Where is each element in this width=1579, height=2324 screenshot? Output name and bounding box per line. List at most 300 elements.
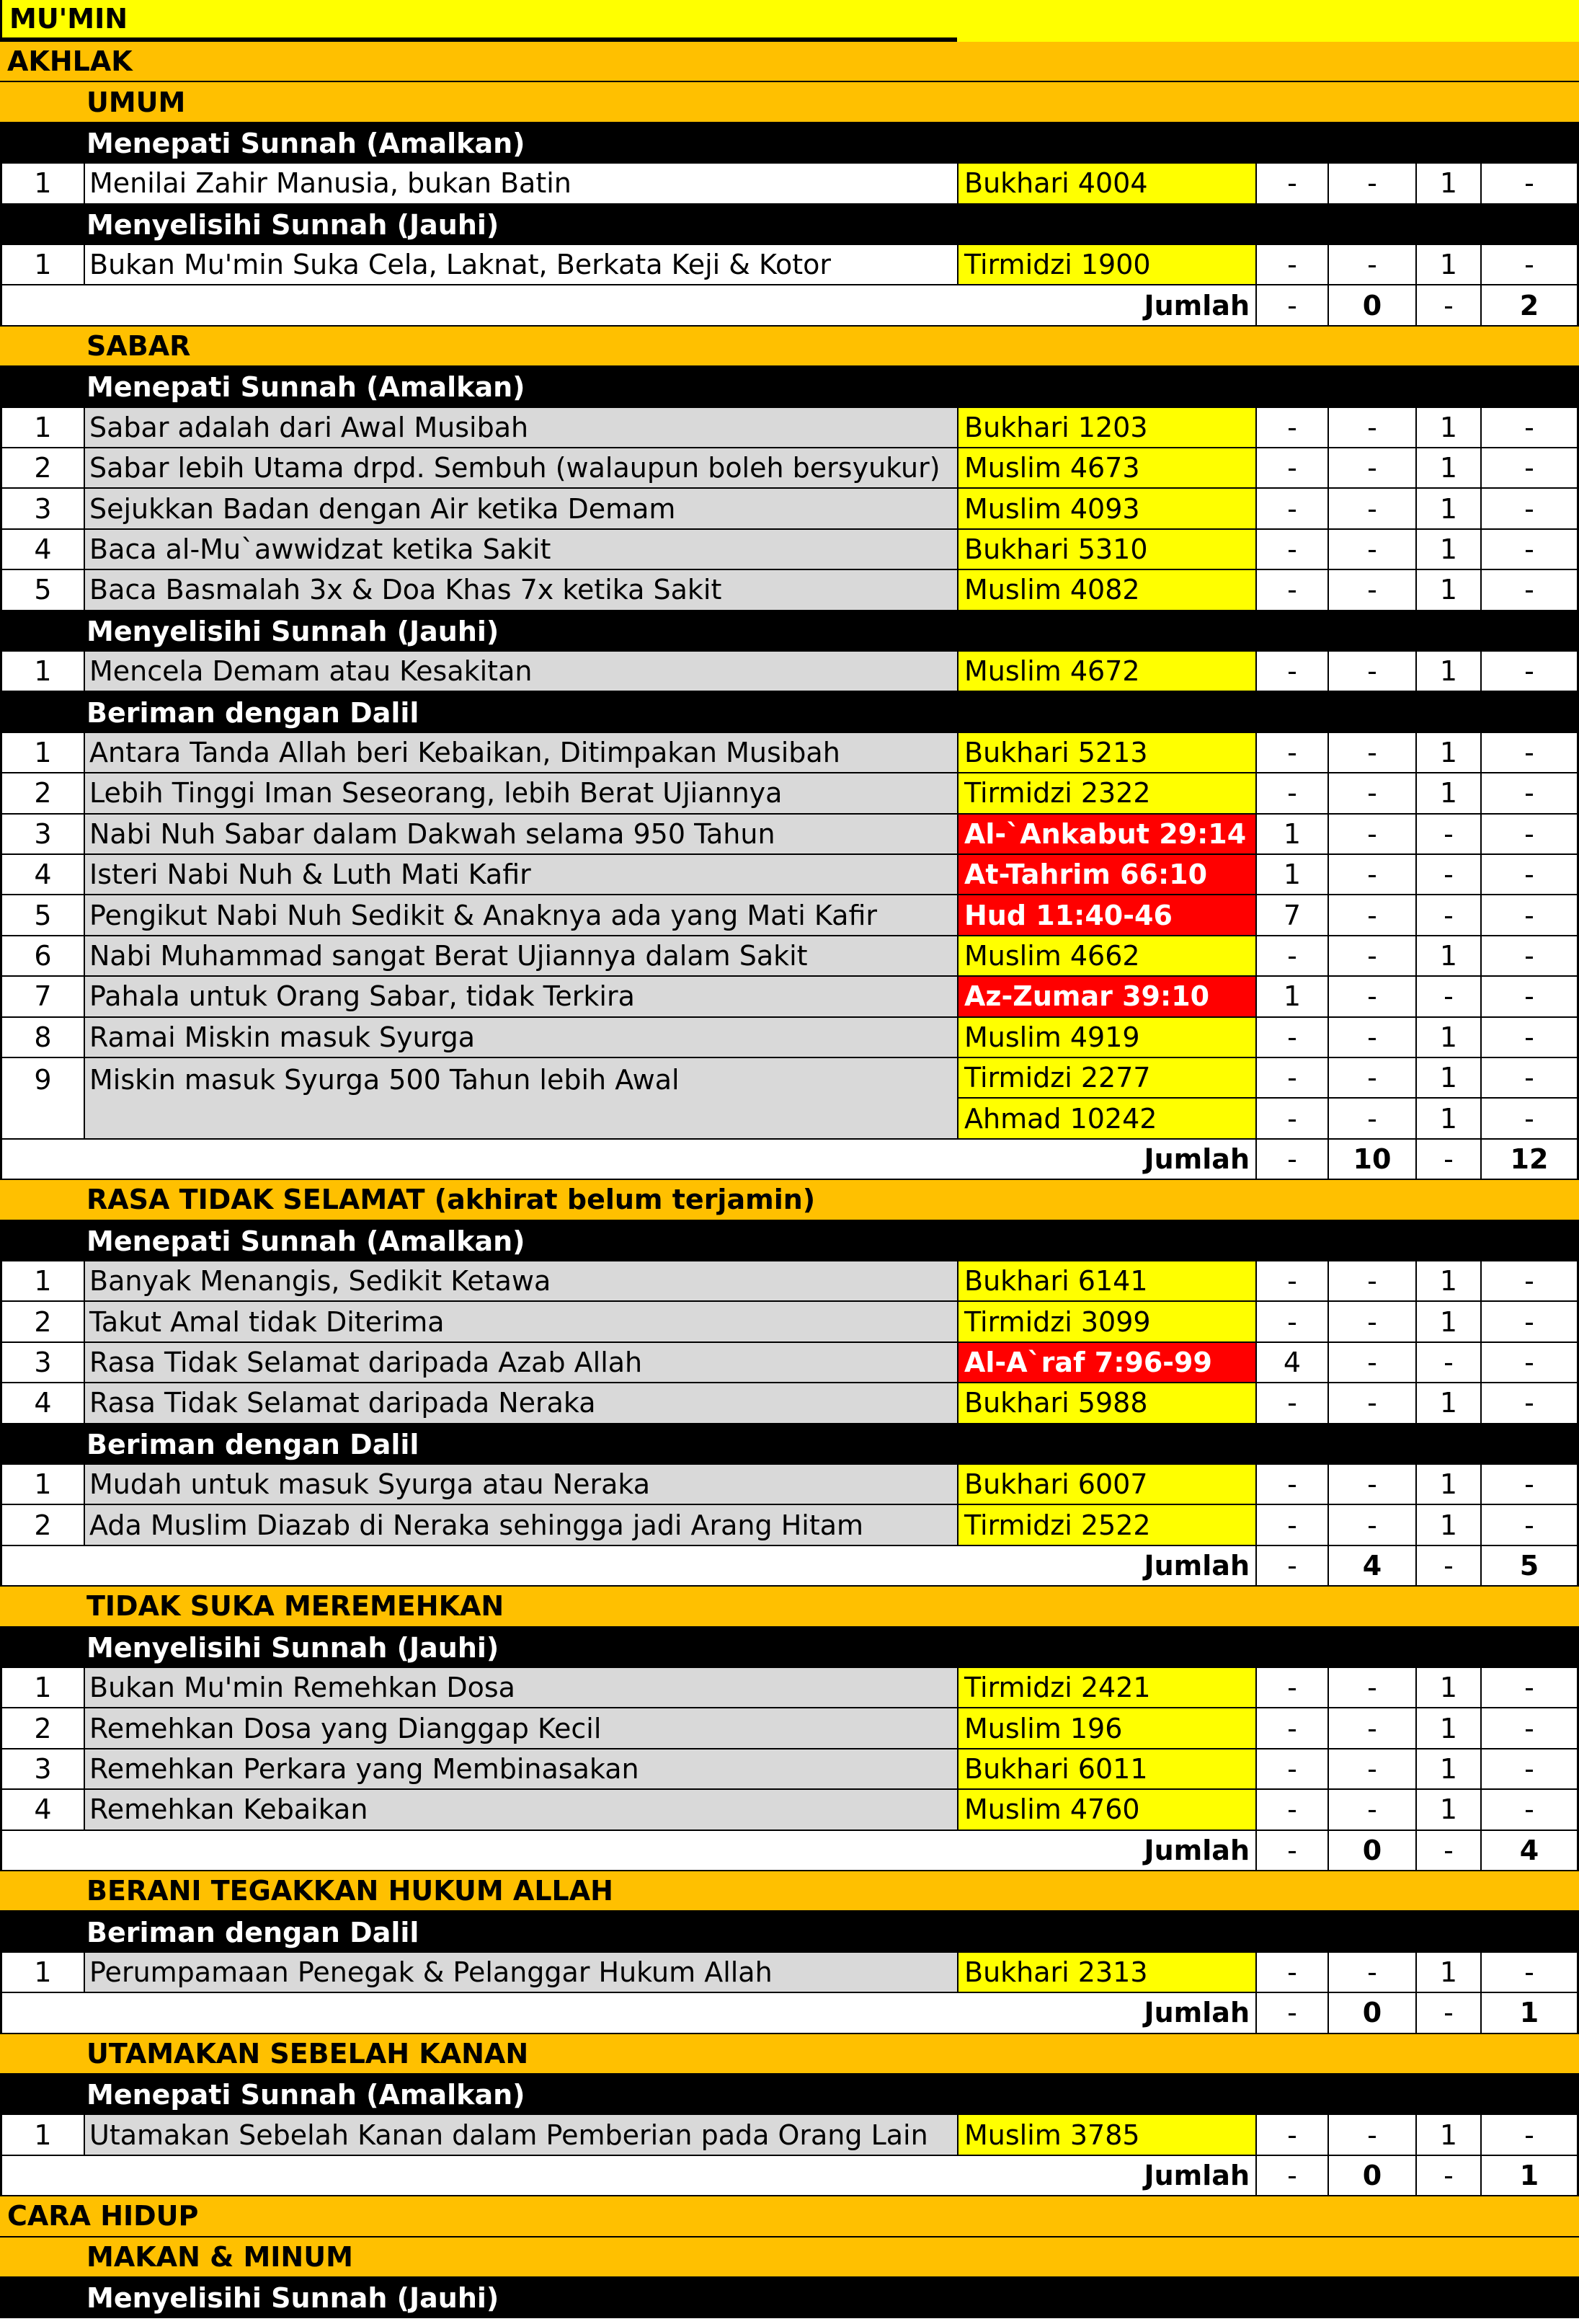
count-cell-3[interactable]: 1 xyxy=(1415,2115,1480,2155)
table-row xyxy=(0,652,1579,692)
item-text[interactable]: Ramai Miskin masuk Syurga xyxy=(84,1018,957,1058)
item-text[interactable]: Remehkan Perkara yang Membinasakan xyxy=(84,1749,957,1790)
count-cell-4[interactable]: - xyxy=(1480,652,1579,692)
total-count-2[interactable]: 0 xyxy=(1327,2156,1415,2196)
total-count-2[interactable]: 0 xyxy=(1327,1993,1415,2034)
group-row xyxy=(0,1424,1579,1465)
total-label[interactable]: Jumlah xyxy=(957,1831,1255,1871)
subsection-row xyxy=(0,1871,1579,1912)
reference-cell[interactable]: Tirmidzi 1900 xyxy=(957,245,1255,285)
item-number[interactable]: 3 xyxy=(0,1749,84,1790)
count-cell-3[interactable]: 1 xyxy=(1415,1302,1480,1342)
item-number[interactable]: 5 xyxy=(0,570,84,611)
table-row xyxy=(0,1790,1579,1830)
count-cell-4[interactable]: - xyxy=(1480,855,1579,895)
item-number[interactable]: 5 xyxy=(0,895,84,936)
total-count-4[interactable]: 1 xyxy=(1480,1993,1579,2034)
count-cell-2[interactable]: - xyxy=(1327,1343,1415,1383)
group-header[interactable]: Menepati Sunnah (Amalkan) xyxy=(86,127,525,159)
item-number[interactable]: 6 xyxy=(0,936,84,977)
reference-cell[interactable]: Muslim 4093 xyxy=(957,489,1255,529)
count-cell-1[interactable]: - xyxy=(1255,1708,1327,1749)
count-cell-1[interactable]: - xyxy=(1255,489,1327,529)
group-header[interactable]: Menyelisihi Sunnah (Jauhi) xyxy=(86,1631,499,1664)
table-row xyxy=(0,489,1579,529)
total-count-2[interactable]: 0 xyxy=(1327,285,1415,326)
item-text[interactable]: Mencela Demam atau Kesakitan xyxy=(84,652,957,692)
item-text[interactable]: Nabi Nuh Sabar dalam Dakwah selama 950 Tahun xyxy=(84,815,957,855)
count-cell-3[interactable]: 1 xyxy=(1415,408,1480,448)
reference-cell[interactable]: Bukhari 1203 xyxy=(957,408,1255,448)
reference-cell[interactable]: Az-Zumar 39:10 xyxy=(957,977,1255,1017)
table-row xyxy=(0,164,1579,204)
count-cell-2[interactable]: - xyxy=(1327,2115,1415,2155)
item-number[interactable]: 3 xyxy=(0,1343,84,1383)
item-number[interactable]: 2 xyxy=(0,1708,84,1749)
total-count-1[interactable]: - xyxy=(1255,1993,1327,2034)
table-row xyxy=(0,977,1579,1017)
count-cell-3[interactable]: - xyxy=(1415,1343,1480,1383)
group-row xyxy=(0,2075,1579,2115)
group-header[interactable]: Menyelisihi Sunnah (Jauhi) xyxy=(86,208,499,241)
subsection-row xyxy=(0,327,1579,367)
item-text[interactable]: Lebih Tinggi Iman Seseorang, lebih Berat Ujiannya xyxy=(84,773,957,814)
count-cell-4[interactable]: - xyxy=(1480,1302,1579,1342)
total-count-3[interactable]: - xyxy=(1415,1831,1480,1871)
section-header[interactable]: CARA HIDUP xyxy=(7,2200,199,2232)
reference-cell[interactable]: Tirmidzi 2421 xyxy=(957,1668,1255,1708)
section-header[interactable]: AKHLAK xyxy=(7,45,133,78)
count-cell-4[interactable]: - xyxy=(1480,936,1579,977)
count-cell-1[interactable]: - xyxy=(1255,1505,1327,1545)
item-number[interactable]: 3 xyxy=(0,489,84,529)
item-text[interactable]: Pengikut Nabi Nuh Sedikit & Anaknya ada yang Mati Kafir xyxy=(84,895,957,936)
item-number[interactable]: 7 xyxy=(0,977,84,1017)
subsection-header[interactable]: SABAR xyxy=(86,329,191,362)
count-cell-4[interactable]: - xyxy=(1480,1953,1579,1993)
count-cell-2[interactable]: - xyxy=(1327,733,1415,773)
count-cell-2[interactable]: - xyxy=(1327,1505,1415,1545)
total-count-1[interactable]: - xyxy=(1255,285,1327,326)
group-row xyxy=(0,1912,1579,1952)
total-count-1[interactable]: - xyxy=(1255,1140,1327,1180)
count-cell-2[interactable]: - xyxy=(1327,1018,1415,1058)
reference-cell[interactable]: Tirmidzi 3099 xyxy=(957,1302,1255,1342)
subsection-header[interactable]: UTAMAKAN SEBELAH KANAN xyxy=(86,2037,529,2070)
total-count-4[interactable]: 4 xyxy=(1480,1831,1579,1871)
count-cell-1[interactable]: - xyxy=(1255,448,1327,489)
reference-cell[interactable]: Bukhari 6007 xyxy=(957,1465,1255,1505)
group-header[interactable]: Beriman dengan Dalil xyxy=(86,1428,419,1460)
count-cell-2[interactable]: - xyxy=(1327,1465,1415,1505)
count-cell-1[interactable]: - xyxy=(1255,733,1327,773)
count-cell-2[interactable]: - xyxy=(1327,895,1415,936)
table-row xyxy=(0,570,1579,611)
table-row xyxy=(0,1708,1579,1749)
group-row xyxy=(0,123,1579,164)
total-label[interactable]: Jumlah xyxy=(957,1140,1255,1180)
count-cell-2[interactable]: - xyxy=(1327,245,1415,285)
item-number[interactable]: 1 xyxy=(0,408,84,448)
count-cell-3[interactable]: 1 xyxy=(1415,1261,1480,1302)
reference-cell[interactable]: Bukhari 5213 xyxy=(957,733,1255,773)
group-header[interactable]: Menepati Sunnah (Amalkan) xyxy=(86,1225,525,1257)
reference-cell[interactable]: Muslim 4662 xyxy=(957,936,1255,977)
group-header[interactable]: Beriman dengan Dalil xyxy=(86,1916,419,1948)
count-cell-4[interactable]: - xyxy=(1480,570,1579,611)
count-cell-3[interactable]: 1 xyxy=(1415,936,1480,977)
count-cell-1[interactable]: - xyxy=(1255,408,1327,448)
item-text[interactable]: Takut Amal tidak Diterima xyxy=(84,1302,957,1342)
subsection-row xyxy=(0,1587,1579,1627)
group-row xyxy=(0,205,1579,245)
count-cell-2[interactable]: - xyxy=(1327,1261,1415,1302)
count-cell-3[interactable]: 1 xyxy=(1415,1505,1480,1545)
count-cell-4[interactable]: - xyxy=(1480,408,1579,448)
count-cell-1[interactable]: - xyxy=(1255,245,1327,285)
item-text[interactable]: Mudah untuk masuk Syurga atau Neraka xyxy=(84,1465,957,1505)
total-spacer xyxy=(0,2156,957,2196)
reference-cell[interactable]: Muslim 4673 xyxy=(957,448,1255,489)
table-row xyxy=(0,1343,1579,1383)
item-text[interactable]: Bukan Mu'min Remehkan Dosa xyxy=(84,1668,957,1708)
count-cell-4[interactable]: - xyxy=(1480,448,1579,489)
item-text[interactable]: Bukan Mu'min Suka Cela, Laknat, Berkata Keji & Kotor xyxy=(84,245,957,285)
count-cell-3[interactable]: 1 xyxy=(1415,1018,1480,1058)
count-cell-1[interactable]: - xyxy=(1255,1261,1327,1302)
count-cell-1[interactable]: - xyxy=(1255,1058,1327,1099)
count-cell-1[interactable]: - xyxy=(1255,1668,1327,1708)
count-cell-2[interactable]: - xyxy=(1327,773,1415,814)
item-number[interactable]: 2 xyxy=(0,448,84,489)
reference-cell[interactable]: Bukhari 4004 xyxy=(957,164,1255,204)
item-text[interactable]: Sejukkan Badan dengan Air ketika Demam xyxy=(84,489,957,529)
item-number[interactable]: 2 xyxy=(0,773,84,814)
count-cell-1[interactable]: - xyxy=(1255,773,1327,814)
reference-cell[interactable]: Al-`Ankabut 29:14 xyxy=(957,815,1255,855)
reference-cell[interactable]: Bukhari 2313 xyxy=(957,1953,1255,1993)
subsection-header[interactable]: TIDAK SUKA MEREMEHKAN xyxy=(86,1590,504,1623)
table-row xyxy=(0,895,1579,936)
total-row xyxy=(0,1831,1579,1871)
count-cell-1[interactable]: - xyxy=(1255,1953,1327,1993)
item-number[interactable]: 1 xyxy=(0,2115,84,2155)
total-label[interactable]: Jumlah xyxy=(957,2156,1255,2196)
item-number[interactable]: 8 xyxy=(0,1018,84,1058)
total-label[interactable]: Jumlah xyxy=(957,1546,1255,1587)
count-cell-2[interactable]: - xyxy=(1327,1708,1415,1749)
count-cell-3[interactable]: 1 xyxy=(1415,570,1480,611)
count-cell-4[interactable]: - xyxy=(1480,1343,1579,1383)
count-cell-4[interactable]: - xyxy=(1480,815,1579,855)
subsection-row xyxy=(0,82,1579,123)
table-row xyxy=(0,815,1579,855)
count-cell-4[interactable]: - xyxy=(1480,1261,1579,1302)
count-cell-1[interactable]: - xyxy=(1255,1018,1327,1058)
item-text[interactable]: Baca Basmalah 3x & Doa Khas 7x ketika Sakit xyxy=(84,570,957,611)
count-cell-2[interactable]: - xyxy=(1327,408,1415,448)
table-row xyxy=(0,1668,1579,1708)
group-row xyxy=(0,692,1579,732)
count-cell-4[interactable]: - xyxy=(1480,1505,1579,1545)
count-cell-4[interactable]: - xyxy=(1480,1018,1579,1058)
item-text[interactable]: Pahala untuk Orang Sabar, tidak Terkira xyxy=(84,977,957,1017)
table-row xyxy=(0,530,1579,570)
total-count-1[interactable]: - xyxy=(1255,1831,1327,1871)
item-number[interactable]: 3 xyxy=(0,815,84,855)
total-count-1[interactable]: - xyxy=(1255,2156,1327,2196)
count-cell-1[interactable]: 1 xyxy=(1255,977,1327,1017)
count-cell-3[interactable]: 1 xyxy=(1415,1058,1480,1099)
count-cell-1[interactable]: - xyxy=(1255,936,1327,977)
total-count-2[interactable]: 10 xyxy=(1327,1140,1415,1180)
count-cell-1[interactable]: - xyxy=(1255,652,1327,692)
item-number[interactable]: 1 xyxy=(0,1953,84,1993)
count-cell-1[interactable]: - xyxy=(1255,1099,1327,1139)
item-text[interactable]: Antara Tanda Allah beri Kebaikan, Ditimpakan Musibah xyxy=(84,733,957,773)
count-cell-1[interactable]: - xyxy=(1255,1465,1327,1505)
count-cell-2[interactable]: - xyxy=(1327,1302,1415,1342)
reference-cell[interactable]: Muslim 196 xyxy=(957,1708,1255,1749)
table-row xyxy=(0,1058,1579,1099)
count-cell-4[interactable]: - xyxy=(1480,1790,1579,1830)
total-count-2[interactable]: 0 xyxy=(1327,1831,1415,1871)
subsection-header[interactable]: RASA TIDAK SELAMAT (akhirat belum terjamin) xyxy=(86,1184,816,1216)
count-cell-4[interactable]: - xyxy=(1480,1465,1579,1505)
count-cell-3[interactable]: 1 xyxy=(1415,1708,1480,1749)
count-cell-2[interactable]: - xyxy=(1327,1749,1415,1790)
count-cell-2[interactable]: - xyxy=(1327,652,1415,692)
count-cell-3[interactable]: 1 xyxy=(1415,1465,1480,1505)
item-text[interactable]: Sabar lebih Utama drpd. Sembuh (walaupun boleh bersyukur) xyxy=(84,448,957,489)
count-cell-2[interactable]: - xyxy=(1327,1668,1415,1708)
count-cell-3[interactable]: 1 xyxy=(1415,1668,1480,1708)
reference-cell[interactable]: Muslim 4760 xyxy=(957,1790,1255,1830)
count-cell-4[interactable]: - xyxy=(1480,530,1579,570)
group-header[interactable]: Menyelisihi Sunnah (Jauhi) xyxy=(86,615,499,647)
count-cell-3[interactable]: 1 xyxy=(1415,489,1480,529)
item-number[interactable]: 4 xyxy=(0,855,84,895)
count-cell-4[interactable]: - xyxy=(1480,164,1579,204)
item-number[interactable]: 4 xyxy=(0,1790,84,1830)
table-row xyxy=(0,1018,1579,1058)
group-header[interactable]: Menyelisihi Sunnah (Jauhi) xyxy=(86,2282,499,2315)
item-number[interactable]: 1 xyxy=(0,1261,84,1302)
item-number[interactable]: 1 xyxy=(0,1668,84,1708)
section-row xyxy=(0,42,1579,82)
count-cell-3[interactable]: - xyxy=(1415,855,1480,895)
total-count-4[interactable]: 5 xyxy=(1480,1546,1579,1587)
count-cell-4[interactable]: - xyxy=(1480,1383,1579,1424)
count-cell-3[interactable]: 1 xyxy=(1415,530,1480,570)
item-number[interactable]: 1 xyxy=(0,164,84,204)
item-number[interactable]: 1 xyxy=(0,245,84,285)
item-text[interactable]: Sabar adalah dari Awal Musibah xyxy=(84,408,957,448)
total-label[interactable]: Jumlah xyxy=(957,285,1255,326)
item-number[interactable]: 9 xyxy=(0,1058,84,1140)
count-cell-3[interactable]: - xyxy=(1415,895,1480,936)
total-count-4[interactable]: 12 xyxy=(1480,1140,1579,1180)
count-cell-4[interactable]: - xyxy=(1480,1668,1579,1708)
count-cell-3[interactable]: 1 xyxy=(1415,1953,1480,1993)
subsection-header[interactable]: UMUM xyxy=(86,86,186,118)
total-count-3[interactable]: - xyxy=(1415,1546,1480,1587)
total-spacer xyxy=(0,1993,957,2034)
reference-cell[interactable]: Bukhari 5988 xyxy=(957,1383,1255,1424)
subsection-header[interactable]: BERANI TEGAKKAN HUKUM ALLAH xyxy=(86,1875,613,1907)
reference-cell[interactable]: Bukhari 6141 xyxy=(957,1261,1255,1302)
count-cell-1[interactable]: 1 xyxy=(1255,815,1327,855)
table-row xyxy=(0,936,1579,977)
item-number[interactable]: 4 xyxy=(0,1383,84,1424)
item-text[interactable]: Utamakan Sebelah Kanan dalam Pemberian pada Orang Lain xyxy=(84,2115,957,2155)
item-text[interactable]: Isteri Nabi Nuh & Luth Mati Kafir xyxy=(84,855,957,895)
item-number[interactable]: 1 xyxy=(0,652,84,692)
count-cell-3[interactable]: 1 xyxy=(1415,448,1480,489)
total-count-3[interactable]: - xyxy=(1415,1140,1480,1180)
table-row xyxy=(0,1505,1579,1545)
count-cell-1[interactable]: - xyxy=(1255,1790,1327,1830)
group-row xyxy=(0,367,1579,407)
count-cell-4[interactable]: - xyxy=(1480,1099,1579,1139)
group-header[interactable]: Menepati Sunnah (Amalkan) xyxy=(86,371,525,404)
reference-cell[interactable]: Tirmidzi 2277 xyxy=(957,1058,1255,1099)
count-cell-3[interactable]: - xyxy=(1415,815,1480,855)
count-cell-4[interactable]: - xyxy=(1480,1708,1579,1749)
reference-cell[interactable]: Muslim 4919 xyxy=(957,1018,1255,1058)
count-cell-2[interactable]: - xyxy=(1327,936,1415,977)
count-cell-3[interactable]: 1 xyxy=(1415,245,1480,285)
count-cell-2[interactable]: - xyxy=(1327,815,1415,855)
count-cell-4[interactable]: - xyxy=(1480,733,1579,773)
item-text[interactable]: Miskin masuk Syurga 500 Tahun lebih Awal xyxy=(84,1058,957,1140)
count-cell-1[interactable]: - xyxy=(1255,530,1327,570)
subsection-header[interactable]: MAKAN & MINUM xyxy=(86,2240,353,2273)
table-row xyxy=(0,855,1579,895)
count-cell-2[interactable]: - xyxy=(1327,1099,1415,1139)
reference-cell[interactable]: Al-A`raf 7:96-99 xyxy=(957,1343,1255,1383)
item-text[interactable]: Rasa Tidak Selamat daripada Azab Allah xyxy=(84,1343,957,1383)
table-row xyxy=(0,1261,1579,1302)
reference-cell[interactable]: Muslim 4082 xyxy=(957,570,1255,611)
count-cell-4[interactable]: - xyxy=(1480,489,1579,529)
total-count-3[interactable]: - xyxy=(1415,1993,1480,2034)
count-cell-4[interactable]: - xyxy=(1480,1749,1579,1790)
count-cell-1[interactable]: - xyxy=(1255,164,1327,204)
reference-cell[interactable]: Hud 11:40-46 xyxy=(957,895,1255,936)
count-cell-2[interactable]: - xyxy=(1327,1383,1415,1424)
count-cell-3[interactable]: 1 xyxy=(1415,773,1480,814)
total-count-3[interactable]: - xyxy=(1415,285,1480,326)
item-text[interactable]: Perumpamaan Penegak & Pelanggar Hukum Allah xyxy=(84,1953,957,1993)
count-cell-4[interactable]: - xyxy=(1480,245,1579,285)
count-cell-3[interactable]: 1 xyxy=(1415,1790,1480,1830)
reference-cell[interactable]: Muslim 3785 xyxy=(957,2115,1255,2155)
count-cell-4[interactable]: - xyxy=(1480,773,1579,814)
count-cell-1[interactable]: - xyxy=(1255,570,1327,611)
table-row xyxy=(0,1749,1579,1790)
total-count-4[interactable]: 2 xyxy=(1480,285,1579,326)
table-row xyxy=(0,1383,1579,1424)
count-cell-3[interactable]: 1 xyxy=(1415,1749,1480,1790)
item-number[interactable]: 1 xyxy=(0,1465,84,1505)
item-number[interactable]: 2 xyxy=(0,1302,84,1342)
total-count-4[interactable]: 1 xyxy=(1480,2156,1579,2196)
count-cell-1[interactable]: - xyxy=(1255,2115,1327,2155)
item-text[interactable]: Remehkan Dosa yang Dianggap Kecil xyxy=(84,1708,957,1749)
item-text[interactable]: Remehkan Kebaikan xyxy=(84,1790,957,1830)
count-cell-4[interactable]: - xyxy=(1480,895,1579,936)
total-row xyxy=(0,285,1579,326)
count-cell-1[interactable]: - xyxy=(1255,1749,1327,1790)
count-cell-2[interactable]: - xyxy=(1327,570,1415,611)
count-cell-2[interactable]: - xyxy=(1327,530,1415,570)
total-count-1[interactable]: - xyxy=(1255,1546,1327,1587)
total-count-3[interactable]: - xyxy=(1415,2156,1480,2196)
total-label[interactable]: Jumlah xyxy=(957,1993,1255,2034)
reference-cell[interactable]: Bukhari 5310 xyxy=(957,530,1255,570)
reference-cell[interactable]: At-Tahrim 66:10 xyxy=(957,855,1255,895)
count-cell-1[interactable]: 4 xyxy=(1255,1343,1327,1383)
count-cell-3[interactable]: - xyxy=(1415,977,1480,1017)
count-cell-3[interactable]: 1 xyxy=(1415,1099,1480,1139)
count-cell-2[interactable]: - xyxy=(1327,1790,1415,1830)
count-cell-2[interactable]: - xyxy=(1327,164,1415,204)
count-cell-2[interactable]: - xyxy=(1327,1058,1415,1099)
count-cell-2[interactable]: - xyxy=(1327,977,1415,1017)
table-row xyxy=(0,1953,1579,1993)
table-row xyxy=(0,1302,1579,1342)
reference-cell[interactable]: Bukhari 6011 xyxy=(957,1749,1255,1790)
reference-cell[interactable]: Muslim 4672 xyxy=(957,652,1255,692)
count-cell-2[interactable]: - xyxy=(1327,1953,1415,1993)
sheet-title[interactable]: MU'MIN xyxy=(0,0,957,42)
item-number[interactable]: 1 xyxy=(0,733,84,773)
count-cell-3[interactable]: 1 xyxy=(1415,733,1480,773)
table-row xyxy=(0,245,1579,285)
count-cell-1[interactable]: - xyxy=(1255,1383,1327,1424)
count-cell-3[interactable]: 1 xyxy=(1415,164,1480,204)
count-cell-3[interactable]: 1 xyxy=(1415,1383,1480,1424)
item-number[interactable]: 2 xyxy=(0,1505,84,1545)
group-header[interactable]: Menepati Sunnah (Amalkan) xyxy=(86,2079,525,2111)
count-cell-1[interactable]: 7 xyxy=(1255,895,1327,936)
total-spacer xyxy=(0,285,957,326)
count-cell-3[interactable]: 1 xyxy=(1415,652,1480,692)
total-row xyxy=(0,2156,1579,2196)
item-text[interactable]: Rasa Tidak Selamat daripada Neraka xyxy=(84,1383,957,1424)
group-header[interactable]: Beriman dengan Dalil xyxy=(86,696,419,729)
reference-cell[interactable]: Tirmidzi 2522 xyxy=(957,1505,1255,1545)
count-cell-4[interactable]: - xyxy=(1480,977,1579,1017)
count-cell-1[interactable]: - xyxy=(1255,1302,1327,1342)
total-count-2[interactable]: 4 xyxy=(1327,1546,1415,1587)
item-text[interactable]: Baca al-Mu`awwidzat ketika Sakit xyxy=(84,530,957,570)
item-text[interactable]: Menilai Zahir Manusia, bukan Batin xyxy=(84,164,957,204)
item-text[interactable]: Ada Muslim Diazab di Neraka sehingga jadi Arang Hitam xyxy=(84,1505,957,1545)
item-text[interactable]: Nabi Muhammad sangat Berat Ujiannya dalam Sakit xyxy=(84,936,957,977)
reference-cell[interactable]: Tirmidzi 2322 xyxy=(957,773,1255,814)
count-cell-4[interactable]: - xyxy=(1480,2115,1579,2155)
count-cell-2[interactable]: - xyxy=(1327,448,1415,489)
count-cell-4[interactable]: - xyxy=(1480,1058,1579,1099)
count-cell-2[interactable]: - xyxy=(1327,855,1415,895)
count-cell-2[interactable]: - xyxy=(1327,489,1415,529)
count-cell-1[interactable]: 1 xyxy=(1255,855,1327,895)
item-number[interactable]: 4 xyxy=(0,530,84,570)
reference-cell[interactable]: Ahmad 10242 xyxy=(957,1099,1255,1139)
item-text[interactable]: Banyak Menangis, Sedikit Ketawa xyxy=(84,1261,957,1302)
